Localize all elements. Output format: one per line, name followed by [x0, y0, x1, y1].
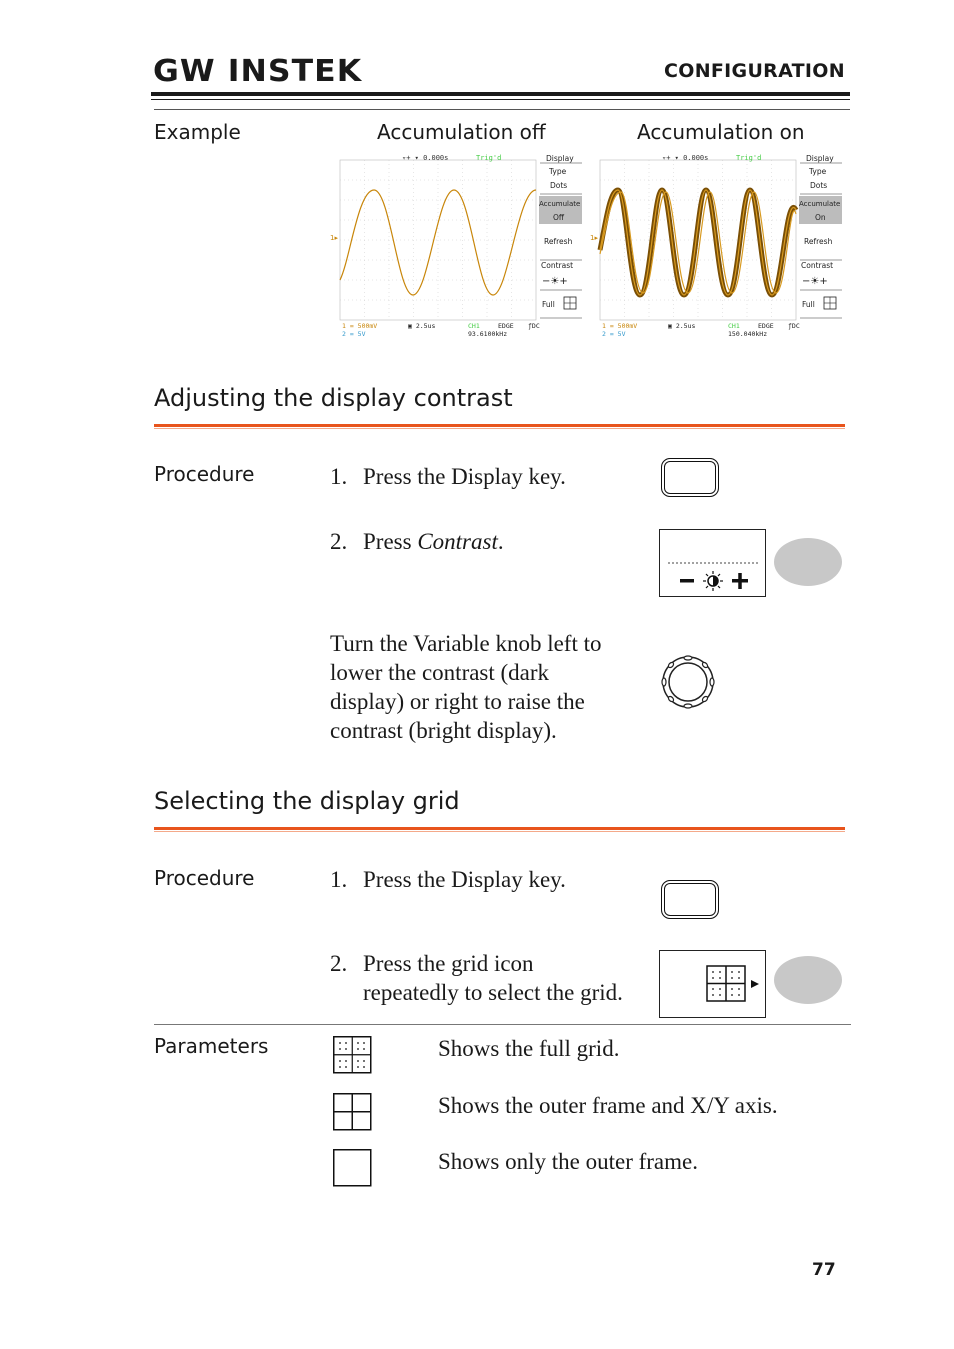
- section-title: CONFIGURATION: [664, 60, 845, 82]
- accum-on-label: Accumulation on: [637, 120, 805, 144]
- variable-knob-icon[interactable]: [660, 654, 716, 710]
- svg-text:1▸: 1▸: [590, 234, 598, 242]
- param-full-grid-text: Shows the full grid.: [438, 1036, 620, 1061]
- grid-step2-line2: repeatedly to select the grid.: [363, 980, 623, 1005]
- svg-text:Display: Display: [546, 154, 574, 163]
- svg-text:Contrast: Contrast: [541, 261, 574, 270]
- header-rule-thin: [151, 99, 850, 100]
- contrast-step1-num: 1.: [330, 464, 348, 489]
- scope-screen-accum-on: [590, 150, 845, 342]
- svg-text:Trig'd: Trig'd: [476, 154, 502, 162]
- svg-text:1 = 500mV: 1 = 500mV: [602, 322, 638, 330]
- svg-text:Trig'd: Trig'd: [736, 154, 762, 162]
- step2-prefix: Press: [363, 529, 418, 554]
- svg-text:Type: Type: [549, 167, 567, 176]
- svg-text:Full: Full: [802, 300, 815, 309]
- svg-text:93.6100kHz: 93.6100kHz: [468, 330, 508, 338]
- svg-text:1▸: 1▸: [330, 234, 338, 242]
- svg-text:Dots: Dots: [810, 181, 828, 190]
- param-frame-axis-text: Shows the outer frame and X/Y axis.: [438, 1093, 778, 1118]
- display-key-grid[interactable]: [661, 880, 719, 919]
- grid-step2-text: [363, 949, 623, 1007]
- contrast-adjust-icon: [660, 530, 765, 596]
- display-key[interactable]: [661, 458, 719, 497]
- grid-softkey[interactable]: [774, 956, 842, 1004]
- svg-text:▿+ ▾ 0.000s: ▿+ ▾ 0.000s: [662, 154, 709, 162]
- knob-text-line2: lower the contrast (dark: [330, 660, 550, 685]
- contrast-italic: Contrast: [417, 529, 498, 554]
- frame-axis-icon: [333, 1093, 373, 1131]
- svg-text:CH1: CH1: [728, 322, 740, 330]
- parameters-label: Parameters: [154, 1034, 269, 1058]
- svg-text:2 = 5V: 2 = 5V: [342, 330, 366, 338]
- grid-step2-line1: Press the grid icon: [363, 951, 534, 976]
- svg-text:▿+ ▾ 0.000s: ▿+ ▾ 0.000s: [402, 154, 449, 162]
- accum-off-label: Accumulation off: [377, 120, 546, 144]
- contrast-heading: Adjusting the display contrast: [154, 384, 513, 412]
- grid-heading-rule-shadow: [154, 831, 845, 832]
- svg-text:Full: Full: [542, 300, 555, 309]
- svg-text:150.040kHz: 150.040kHz: [728, 330, 768, 338]
- contrast-step1-text: Press the Display key.: [363, 464, 566, 489]
- svg-text:2 = 5V: 2 = 5V: [602, 330, 626, 338]
- contrast-menu-button[interactable]: [659, 529, 766, 597]
- knob-instruction: [330, 629, 602, 745]
- grid-heading-rule: [154, 827, 845, 830]
- knob-text-line4: contrast (bright display).: [330, 718, 557, 743]
- header-rule: [151, 92, 850, 96]
- svg-text:Display: Display: [806, 154, 834, 163]
- grid-step1-text: Press the Display key.: [363, 867, 566, 892]
- svg-text:CH1: CH1: [468, 322, 480, 330]
- step2-suffix: .: [497, 529, 504, 554]
- svg-text:▣ 2.5us: ▣ 2.5us: [408, 322, 436, 330]
- contrast-softkey[interactable]: [774, 538, 842, 586]
- grid-menu-button[interactable]: [659, 950, 766, 1018]
- page-number: 77: [812, 1260, 836, 1280]
- grid-heading: Selecting the display grid: [154, 787, 460, 815]
- example-top-rule: [154, 109, 850, 110]
- contrast-procedure-label: Procedure: [154, 462, 255, 486]
- svg-text:Accumulate: Accumulate: [539, 200, 581, 208]
- contrast-heading-rule: [154, 424, 845, 427]
- grid-step1-num: 1.: [330, 867, 348, 892]
- svg-text:1 = 500mV: 1 = 500mV: [342, 322, 378, 330]
- knob-text-line3: display) or right to raise the: [330, 689, 585, 714]
- svg-text:ƒDC: ƒDC: [528, 322, 540, 330]
- svg-text:−☀+: −☀+: [542, 276, 568, 287]
- contrast-step2-text: [363, 527, 504, 556]
- svg-text:EDGE: EDGE: [498, 322, 514, 330]
- contrast-heading-rule-shadow: [154, 428, 845, 429]
- grid-step2-num: 2.: [330, 951, 348, 976]
- svg-text:−☀+: −☀+: [802, 276, 828, 287]
- svg-text:▣ 2.5us: ▣ 2.5us: [668, 322, 696, 330]
- svg-text:Accumulate: Accumulate: [799, 200, 841, 208]
- scope-screen-accum-off: [330, 150, 585, 342]
- svg-text:Type: Type: [809, 167, 827, 176]
- svg-text:Off: Off: [553, 213, 565, 222]
- svg-text:Refresh: Refresh: [544, 237, 573, 246]
- grid-procedure-label: Procedure: [154, 866, 255, 890]
- full-grid-icon: [333, 1036, 373, 1074]
- svg-text:EDGE: EDGE: [758, 322, 774, 330]
- frame-only-icon: [333, 1149, 373, 1187]
- contrast-step2-num: 2.: [330, 529, 348, 554]
- example-label: Example: [154, 120, 241, 144]
- grid-select-icon: [660, 951, 765, 1017]
- gw-instek-logo: GW INSTEK: [153, 54, 363, 89]
- svg-text:Contrast: Contrast: [801, 261, 834, 270]
- svg-text:On: On: [815, 213, 826, 222]
- parameters-rule: [154, 1024, 851, 1025]
- knob-text-line1: Turn the Variable knob left to: [330, 631, 602, 656]
- svg-text:Dots: Dots: [550, 181, 568, 190]
- svg-text:ƒDC: ƒDC: [788, 322, 800, 330]
- svg-text:Refresh: Refresh: [804, 237, 833, 246]
- param-frame-only-text: Shows only the outer frame.: [438, 1149, 698, 1174]
